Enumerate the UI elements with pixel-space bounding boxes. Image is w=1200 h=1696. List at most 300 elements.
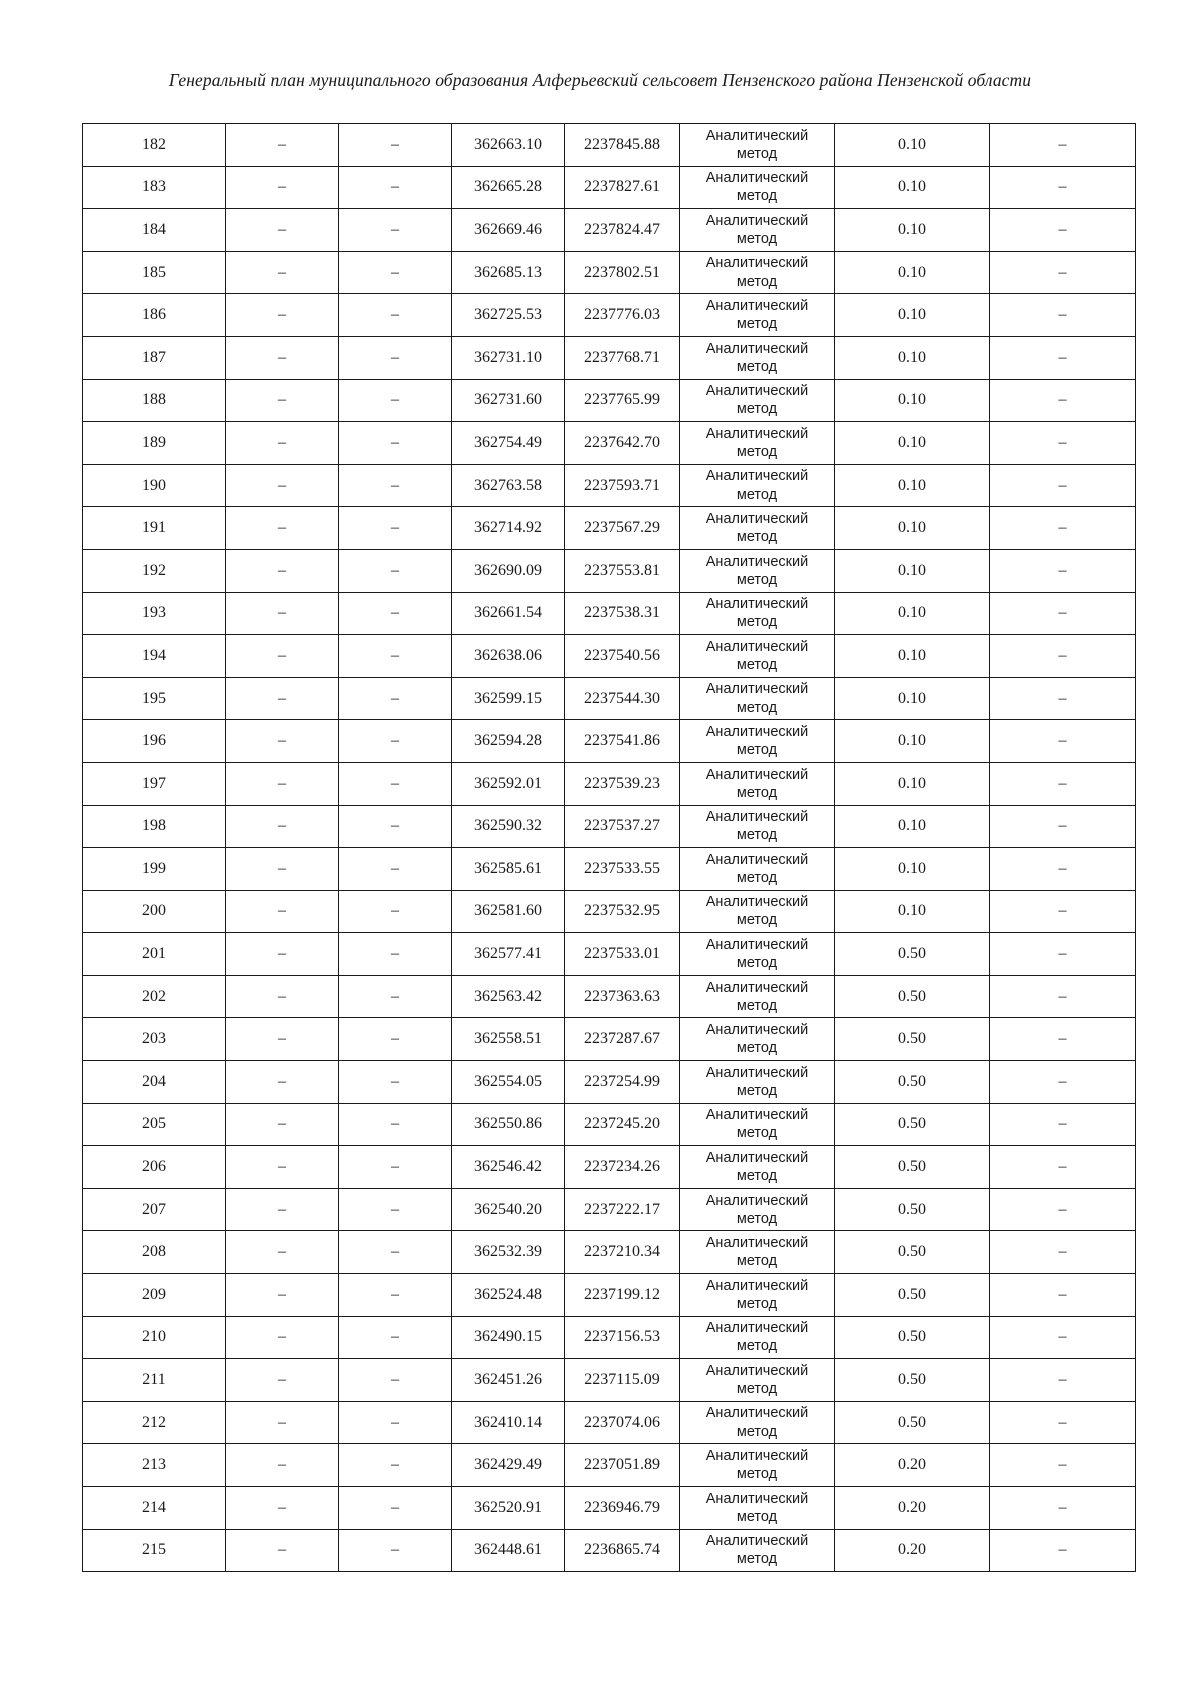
method-line-1: Аналитический — [705, 1277, 809, 1294]
point-number-cell: 193 — [83, 592, 226, 635]
accuracy-cell: 0.50 — [835, 1103, 990, 1146]
empty-cell: – — [339, 124, 452, 167]
method-line-1: Аналитический — [705, 298, 809, 315]
accuracy-cell: 0.10 — [835, 762, 990, 805]
empty-cell: – — [990, 635, 1136, 678]
coordinate-y-cell: 2237156.53 — [565, 1316, 680, 1359]
point-number-cell: 185 — [83, 251, 226, 294]
table-row — [83, 848, 1136, 891]
method-line-1: Аналитический — [705, 340, 809, 357]
coordinate-x-cell: 362731.60 — [452, 379, 565, 422]
coordinate-y-cell: 2237824.47 — [565, 209, 680, 252]
point-number-cell: 202 — [83, 975, 226, 1018]
coordinate-y-cell: 2237363.63 — [565, 975, 680, 1018]
coordinate-x-cell: 362592.01 — [452, 762, 565, 805]
empty-cell: – — [226, 1487, 339, 1530]
empty-cell: – — [339, 464, 452, 507]
empty-cell: – — [339, 294, 452, 337]
coordinate-y-cell: 2236865.74 — [565, 1529, 680, 1572]
method-line-1: Аналитический — [705, 1362, 809, 1379]
empty-cell: – — [990, 1231, 1136, 1274]
accuracy-cell: 0.10 — [835, 422, 990, 465]
method-line-1: Аналитический — [705, 468, 809, 485]
coordinate-y-cell: 2237765.99 — [565, 379, 680, 422]
method-line-1: Аналитический — [705, 1064, 809, 1081]
coordinate-y-cell: 2237768.71 — [565, 336, 680, 379]
coordinate-x-cell: 362731.10 — [452, 336, 565, 379]
table-row — [83, 933, 1136, 976]
empty-cell: – — [226, 379, 339, 422]
method-line-1: Аналитический — [705, 1405, 809, 1422]
table-row — [83, 1146, 1136, 1189]
empty-cell: – — [226, 890, 339, 933]
method-cell — [680, 848, 835, 891]
accuracy-cell: 0.10 — [835, 890, 990, 933]
table-row — [83, 1401, 1136, 1444]
table-row — [83, 1316, 1136, 1359]
empty-cell: – — [226, 124, 339, 167]
coordinate-y-cell: 2237537.27 — [565, 805, 680, 848]
coordinate-y-cell: 2237532.95 — [565, 890, 680, 933]
method-cell — [680, 1444, 835, 1487]
coordinate-y-cell: 2237254.99 — [565, 1061, 680, 1104]
coordinate-y-cell: 2237539.23 — [565, 762, 680, 805]
empty-cell: – — [226, 975, 339, 1018]
coordinates-table-body — [83, 124, 1136, 1572]
point-number-cell: 211 — [83, 1359, 226, 1402]
empty-cell: – — [990, 762, 1136, 805]
empty-cell: – — [226, 251, 339, 294]
coordinate-y-cell: 2237074.06 — [565, 1401, 680, 1444]
empty-cell: – — [226, 677, 339, 720]
empty-cell: – — [226, 1529, 339, 1572]
method-line-2: метод — [736, 699, 778, 716]
point-number-cell: 182 — [83, 124, 226, 167]
empty-cell: – — [226, 1401, 339, 1444]
accuracy-cell: 0.20 — [835, 1529, 990, 1572]
accuracy-cell: 0.10 — [835, 549, 990, 592]
accuracy-cell: 0.10 — [835, 209, 990, 252]
coordinate-y-cell: 2237802.51 — [565, 251, 680, 294]
accuracy-cell: 0.10 — [835, 251, 990, 294]
method-cell — [680, 1316, 835, 1359]
point-number-cell: 210 — [83, 1316, 226, 1359]
method-line-2: метод — [736, 1551, 778, 1568]
method-line-1: Аналитический — [705, 212, 809, 229]
empty-cell: – — [339, 379, 452, 422]
method-line-2: метод — [736, 358, 778, 375]
table-row — [83, 1231, 1136, 1274]
coordinate-y-cell: 2237234.26 — [565, 1146, 680, 1189]
empty-cell: – — [339, 1487, 452, 1530]
empty-cell: – — [339, 975, 452, 1018]
empty-cell: – — [226, 762, 339, 805]
point-number-cell: 200 — [83, 890, 226, 933]
method-line-1: Аналитический — [705, 894, 809, 911]
empty-cell: – — [990, 294, 1136, 337]
point-number-cell: 191 — [83, 507, 226, 550]
accuracy-cell: 0.10 — [835, 635, 990, 678]
empty-cell: – — [339, 1146, 452, 1189]
method-line-2: метод — [736, 230, 778, 247]
method-line-2: метод — [736, 1125, 778, 1142]
empty-cell: – — [339, 549, 452, 592]
coordinate-y-cell: 2237845.88 — [565, 124, 680, 167]
method-line-2: метод — [736, 912, 778, 929]
coordinate-x-cell: 362581.60 — [452, 890, 565, 933]
empty-cell: – — [990, 592, 1136, 635]
empty-cell: – — [990, 1146, 1136, 1189]
coordinate-x-cell: 362599.15 — [452, 677, 565, 720]
empty-cell: – — [339, 422, 452, 465]
accuracy-cell: 0.50 — [835, 933, 990, 976]
coordinate-x-cell: 362490.15 — [452, 1316, 565, 1359]
method-line-2: метод — [736, 827, 778, 844]
accuracy-cell: 0.20 — [835, 1487, 990, 1530]
method-line-1: Аналитический — [705, 425, 809, 442]
method-line-2: метод — [736, 1423, 778, 1440]
table-row — [83, 1359, 1136, 1402]
empty-cell: – — [990, 507, 1136, 550]
empty-cell: – — [990, 933, 1136, 976]
method-cell — [680, 890, 835, 933]
method-line-1: Аналитический — [705, 511, 809, 528]
table-row — [83, 635, 1136, 678]
point-number-cell: 183 — [83, 166, 226, 209]
empty-cell: – — [990, 379, 1136, 422]
empty-cell: – — [226, 933, 339, 976]
coordinate-x-cell: 362558.51 — [452, 1018, 565, 1061]
table-row — [83, 1487, 1136, 1530]
empty-cell: – — [226, 1359, 339, 1402]
point-number-cell: 192 — [83, 549, 226, 592]
method-line-2: метод — [736, 784, 778, 801]
empty-cell: – — [226, 848, 339, 891]
coordinate-x-cell: 362763.58 — [452, 464, 565, 507]
point-number-cell: 207 — [83, 1188, 226, 1231]
empty-cell: – — [339, 635, 452, 678]
empty-cell: – — [339, 848, 452, 891]
empty-cell: – — [339, 1061, 452, 1104]
coordinate-x-cell: 362520.91 — [452, 1487, 565, 1530]
coordinate-x-cell: 362585.61 — [452, 848, 565, 891]
page-header: Генеральный план муниципального образования Алферьевский сельсовет Пензенского района Пензенской области — [168, 70, 1032, 90]
method-cell — [680, 507, 835, 550]
method-cell — [680, 1146, 835, 1189]
coordinate-x-cell: 362669.46 — [452, 209, 565, 252]
coordinates-table — [82, 123, 1136, 1572]
method-line-2: метод — [736, 1466, 778, 1483]
empty-cell: – — [990, 251, 1136, 294]
method-line-2: метод — [736, 401, 778, 418]
coordinate-x-cell: 362448.61 — [452, 1529, 565, 1572]
method-cell — [680, 1103, 835, 1146]
method-cell — [680, 677, 835, 720]
empty-cell: – — [990, 805, 1136, 848]
method-line-2: метод — [736, 486, 778, 503]
empty-cell: – — [990, 549, 1136, 592]
method-cell — [680, 975, 835, 1018]
coordinate-y-cell: 2237642.70 — [565, 422, 680, 465]
method-line-1: Аналитический — [705, 596, 809, 613]
empty-cell: – — [226, 549, 339, 592]
method-line-2: метод — [736, 869, 778, 886]
empty-cell: – — [226, 464, 339, 507]
coordinate-x-cell: 362663.10 — [452, 124, 565, 167]
empty-cell: – — [990, 1529, 1136, 1572]
point-number-cell: 186 — [83, 294, 226, 337]
empty-cell: – — [339, 1188, 452, 1231]
method-cell — [680, 1188, 835, 1231]
coordinate-x-cell: 362590.32 — [452, 805, 565, 848]
table-row — [83, 677, 1136, 720]
accuracy-cell: 0.50 — [835, 1231, 990, 1274]
point-number-cell: 203 — [83, 1018, 226, 1061]
method-cell — [680, 1018, 835, 1061]
coordinate-x-cell: 362594.28 — [452, 720, 565, 763]
accuracy-cell: 0.10 — [835, 720, 990, 763]
method-line-1: Аналитический — [705, 1235, 809, 1252]
coordinate-y-cell: 2237533.01 — [565, 933, 680, 976]
empty-cell: – — [339, 251, 452, 294]
method-cell — [680, 251, 835, 294]
table-row — [83, 592, 1136, 635]
method-cell — [680, 805, 835, 848]
point-number-cell: 209 — [83, 1274, 226, 1317]
method-line-2: метод — [736, 145, 778, 162]
empty-cell: – — [226, 422, 339, 465]
coordinate-x-cell: 362725.53 — [452, 294, 565, 337]
method-line-2: метод — [736, 443, 778, 460]
accuracy-cell: 0.20 — [835, 1444, 990, 1487]
method-line-1: Аналитический — [705, 766, 809, 783]
empty-cell: – — [990, 464, 1136, 507]
method-line-1: Аналитический — [705, 1320, 809, 1337]
coordinate-y-cell: 2237115.09 — [565, 1359, 680, 1402]
coordinate-x-cell: 362661.54 — [452, 592, 565, 635]
empty-cell: – — [339, 336, 452, 379]
point-number-cell: 196 — [83, 720, 226, 763]
empty-cell: – — [339, 1103, 452, 1146]
method-cell — [680, 762, 835, 805]
coordinate-y-cell: 2237553.81 — [565, 549, 680, 592]
coordinate-y-cell: 2236946.79 — [565, 1487, 680, 1530]
point-number-cell: 189 — [83, 422, 226, 465]
empty-cell: – — [226, 1231, 339, 1274]
method-cell — [680, 1061, 835, 1104]
coordinate-y-cell: 2237567.29 — [565, 507, 680, 550]
table-row — [83, 209, 1136, 252]
table-row — [83, 1061, 1136, 1104]
coordinate-y-cell: 2237199.12 — [565, 1274, 680, 1317]
accuracy-cell: 0.10 — [835, 124, 990, 167]
empty-cell: – — [990, 1316, 1136, 1359]
table-row — [83, 166, 1136, 209]
method-line-1: Аналитический — [705, 170, 809, 187]
accuracy-cell: 0.50 — [835, 1061, 990, 1104]
method-cell — [680, 1401, 835, 1444]
table-row — [83, 890, 1136, 933]
coordinate-x-cell: 362550.86 — [452, 1103, 565, 1146]
empty-cell: – — [990, 890, 1136, 933]
empty-cell: – — [339, 720, 452, 763]
empty-cell: – — [339, 933, 452, 976]
table-row — [83, 1103, 1136, 1146]
empty-cell: – — [990, 1061, 1136, 1104]
method-line-1: Аналитический — [705, 1149, 809, 1166]
empty-cell: – — [990, 677, 1136, 720]
accuracy-cell: 0.50 — [835, 1359, 990, 1402]
coordinate-x-cell: 362532.39 — [452, 1231, 565, 1274]
method-line-1: Аналитический — [705, 723, 809, 740]
empty-cell: – — [226, 1316, 339, 1359]
method-line-2: метод — [736, 316, 778, 333]
method-cell — [680, 635, 835, 678]
empty-cell: – — [990, 1487, 1136, 1530]
point-number-cell: 199 — [83, 848, 226, 891]
coordinate-y-cell: 2237051.89 — [565, 1444, 680, 1487]
coordinate-x-cell: 362665.28 — [452, 166, 565, 209]
point-number-cell: 213 — [83, 1444, 226, 1487]
empty-cell: – — [339, 1401, 452, 1444]
empty-cell: – — [339, 1359, 452, 1402]
coordinate-x-cell: 362577.41 — [452, 933, 565, 976]
method-line-2: метод — [736, 1508, 778, 1525]
coordinate-y-cell: 2237287.67 — [565, 1018, 680, 1061]
coordinate-y-cell: 2237541.86 — [565, 720, 680, 763]
accuracy-cell: 0.50 — [835, 975, 990, 1018]
point-number-cell: 194 — [83, 635, 226, 678]
empty-cell: – — [339, 209, 452, 252]
point-number-cell: 184 — [83, 209, 226, 252]
table-row — [83, 422, 1136, 465]
empty-cell: – — [339, 1444, 452, 1487]
table-row — [83, 379, 1136, 422]
point-number-cell: 212 — [83, 1401, 226, 1444]
method-line-2: метод — [736, 955, 778, 972]
method-cell — [680, 422, 835, 465]
method-line-2: метод — [736, 529, 778, 546]
empty-cell: – — [990, 166, 1136, 209]
accuracy-cell: 0.10 — [835, 805, 990, 848]
coordinate-y-cell: 2237210.34 — [565, 1231, 680, 1274]
point-number-cell: 208 — [83, 1231, 226, 1274]
table-row — [83, 1188, 1136, 1231]
empty-cell: – — [990, 209, 1136, 252]
point-number-cell: 187 — [83, 336, 226, 379]
method-line-1: Аналитический — [705, 1490, 809, 1507]
method-line-2: метод — [736, 1082, 778, 1099]
method-cell — [680, 166, 835, 209]
empty-cell: – — [226, 294, 339, 337]
table-row — [83, 1018, 1136, 1061]
accuracy-cell: 0.10 — [835, 336, 990, 379]
point-number-cell: 201 — [83, 933, 226, 976]
empty-cell: – — [990, 720, 1136, 763]
empty-cell: – — [226, 166, 339, 209]
empty-cell: – — [226, 1444, 339, 1487]
empty-cell: – — [226, 1188, 339, 1231]
empty-cell: – — [990, 848, 1136, 891]
empty-cell: – — [990, 336, 1136, 379]
accuracy-cell: 0.10 — [835, 677, 990, 720]
empty-cell: – — [339, 890, 452, 933]
point-number-cell: 214 — [83, 1487, 226, 1530]
method-line-2: метод — [736, 1168, 778, 1185]
empty-cell: – — [990, 975, 1136, 1018]
method-line-1: Аналитический — [705, 1192, 809, 1209]
table-row — [83, 251, 1136, 294]
coordinate-x-cell: 362563.42 — [452, 975, 565, 1018]
accuracy-cell: 0.50 — [835, 1274, 990, 1317]
accuracy-cell: 0.10 — [835, 379, 990, 422]
method-line-1: Аналитический — [705, 1107, 809, 1124]
accuracy-cell: 0.10 — [835, 294, 990, 337]
method-line-2: метод — [736, 997, 778, 1014]
point-number-cell: 195 — [83, 677, 226, 720]
method-line-1: Аналитический — [705, 809, 809, 826]
empty-cell: – — [990, 1188, 1136, 1231]
table-row — [83, 464, 1136, 507]
empty-cell: – — [990, 1274, 1136, 1317]
point-number-cell: 215 — [83, 1529, 226, 1572]
accuracy-cell: 0.10 — [835, 166, 990, 209]
method-line-1: Аналитический — [705, 851, 809, 868]
method-cell — [680, 1359, 835, 1402]
empty-cell: – — [990, 124, 1136, 167]
empty-cell: – — [990, 1401, 1136, 1444]
method-cell — [680, 1274, 835, 1317]
table-row — [83, 762, 1136, 805]
empty-cell: – — [990, 1018, 1136, 1061]
table-row — [83, 336, 1136, 379]
method-cell — [680, 720, 835, 763]
method-line-1: Аналитический — [705, 1448, 809, 1465]
empty-cell: – — [990, 1359, 1136, 1402]
method-line-2: метод — [736, 571, 778, 588]
empty-cell: – — [226, 805, 339, 848]
method-line-1: Аналитический — [705, 1533, 809, 1550]
coordinate-x-cell: 362754.49 — [452, 422, 565, 465]
method-line-2: метод — [736, 614, 778, 631]
empty-cell: – — [339, 1274, 452, 1317]
table-row — [83, 975, 1136, 1018]
method-line-1: Аналитический — [705, 936, 809, 953]
method-cell — [680, 336, 835, 379]
empty-cell: – — [339, 1529, 452, 1572]
table-row — [83, 124, 1136, 167]
coordinate-x-cell: 362690.09 — [452, 549, 565, 592]
empty-cell: – — [990, 1444, 1136, 1487]
coordinate-y-cell: 2237538.31 — [565, 592, 680, 635]
empty-cell: – — [990, 422, 1136, 465]
table-row — [83, 805, 1136, 848]
method-line-1: Аналитический — [705, 553, 809, 570]
accuracy-cell: 0.50 — [835, 1316, 990, 1359]
empty-cell: – — [226, 507, 339, 550]
accuracy-cell: 0.10 — [835, 848, 990, 891]
method-line-2: метод — [736, 656, 778, 673]
coordinate-y-cell: 2237544.30 — [565, 677, 680, 720]
coordinate-x-cell: 362546.42 — [452, 1146, 565, 1189]
method-line-2: метод — [736, 1210, 778, 1227]
table-row — [83, 1274, 1136, 1317]
method-line-1: Аналитический — [705, 127, 809, 144]
coordinate-x-cell: 362524.48 — [452, 1274, 565, 1317]
empty-cell: – — [339, 677, 452, 720]
coordinate-y-cell: 2237245.20 — [565, 1103, 680, 1146]
empty-cell: – — [339, 1018, 452, 1061]
